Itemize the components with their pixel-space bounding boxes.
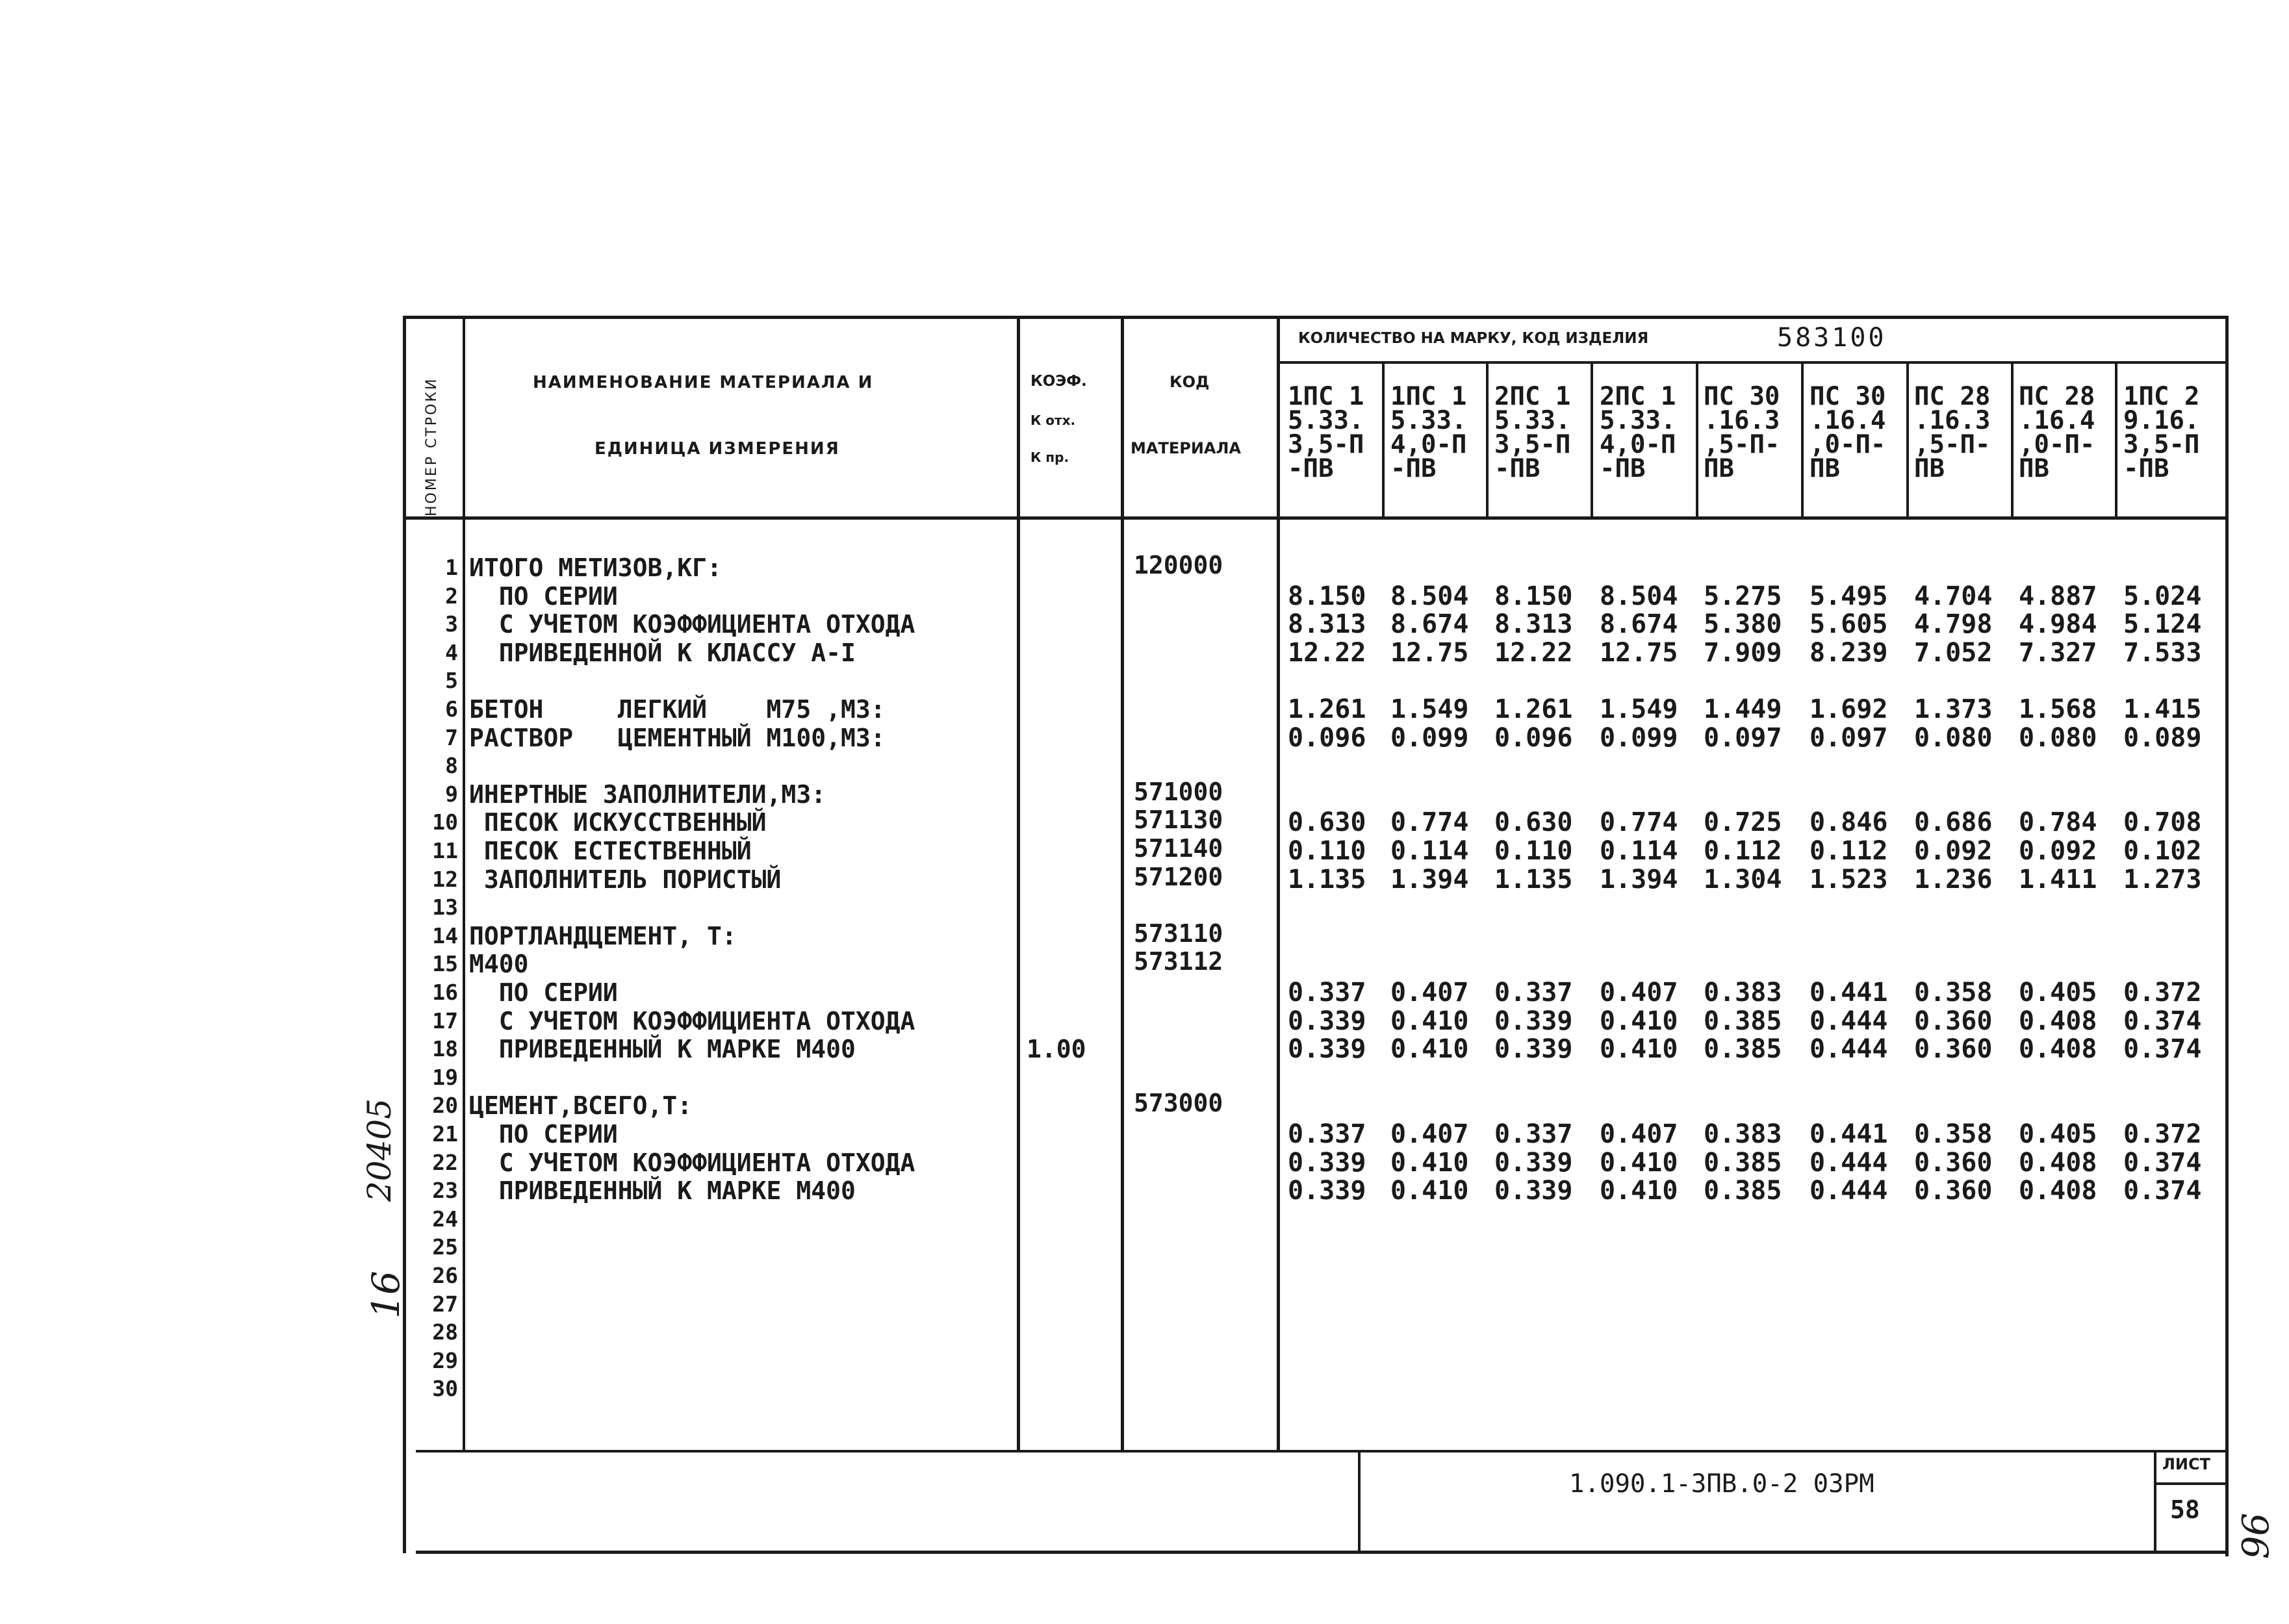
quantity-cell: 0.385 bbox=[1704, 1176, 1782, 1206]
row-number-header: НОМЕР СТРОКИ bbox=[424, 377, 440, 516]
material-code: 571130 bbox=[1134, 806, 1223, 834]
row-number: 3 bbox=[445, 611, 458, 637]
row-number: 15 bbox=[432, 951, 458, 976]
quantity-cell: 0.410 bbox=[1390, 1006, 1469, 1036]
quantity-cell: 1.273 bbox=[2123, 865, 2202, 894]
qty-col-div-5 bbox=[1801, 364, 1804, 518]
quantity-cell: 1.568 bbox=[2019, 694, 2097, 724]
quantity-cell: 0.708 bbox=[2123, 807, 2202, 837]
quantity-cell: 4.887 bbox=[2019, 581, 2097, 611]
table-border-left bbox=[403, 316, 406, 1553]
material-code: 571140 bbox=[1134, 834, 1223, 863]
quantity-cell: 0.080 bbox=[2019, 723, 2097, 753]
margin-handwritten-number: 16 bbox=[364, 1271, 408, 1319]
code-header-line-1: КОД bbox=[1170, 373, 1210, 391]
material-code: 571000 bbox=[1134, 778, 1223, 806]
quantity-cell: 0.099 bbox=[1390, 723, 1469, 753]
quantity-cell: 0.360 bbox=[1914, 1148, 1993, 1178]
quantity-cell: 0.339 bbox=[1288, 1176, 1366, 1206]
quantity-cell: 0.444 bbox=[1809, 1148, 1888, 1178]
quantity-cell: 0.110 bbox=[1288, 836, 1366, 866]
row-number: 5 bbox=[445, 668, 458, 693]
quantity-cell: 0.337 bbox=[1288, 1119, 1366, 1149]
quantity-cell: 0.725 bbox=[1704, 807, 1782, 837]
quantity-cell: 1.135 bbox=[1494, 865, 1573, 894]
material-name: БЕТОН ЛЕГКИЙ М75 ,М3: bbox=[469, 695, 886, 724]
quantity-cell: 0.358 bbox=[1914, 978, 1993, 1008]
quantity-cell: 0.410 bbox=[1390, 1034, 1469, 1064]
quantity-cell: 0.405 bbox=[2019, 1119, 2097, 1149]
quantity-cell: 0.405 bbox=[2019, 978, 2097, 1008]
quantity-cell: 0.114 bbox=[1390, 836, 1469, 866]
row-number: 1 bbox=[445, 555, 458, 580]
quantity-header: КОЛИЧЕСТВО НА МАРКУ, КОД ИЗДЕЛИЯ bbox=[1298, 330, 1649, 347]
material-name: М400 bbox=[469, 950, 529, 978]
qty-col-div-4 bbox=[1696, 364, 1698, 518]
quantity-cell: 0.774 bbox=[1390, 807, 1469, 837]
quantity-cell: 0.096 bbox=[1494, 723, 1573, 753]
quantity-cell: 0.774 bbox=[1600, 807, 1678, 837]
row-number: 24 bbox=[432, 1206, 458, 1232]
quantity-cell: 0.686 bbox=[1914, 807, 1993, 837]
quantity-cell: 0.408 bbox=[2019, 1006, 2097, 1036]
quantity-cell: 0.408 bbox=[2019, 1176, 2097, 1206]
material-code: 573000 bbox=[1134, 1089, 1223, 1117]
footer-sheet-label-line bbox=[2154, 1482, 2227, 1485]
quantity-cell: 4.984 bbox=[2019, 609, 2097, 639]
quantity-cell: 1.236 bbox=[1914, 865, 1993, 894]
quantity-cell: 8.674 bbox=[1600, 609, 1678, 639]
material-code: 571200 bbox=[1134, 863, 1223, 891]
row-number: 20 bbox=[432, 1093, 458, 1118]
table-border-right bbox=[2225, 316, 2229, 1556]
quantity-cell: 0.102 bbox=[2123, 836, 2202, 866]
table-border-bottom bbox=[416, 1551, 2229, 1554]
quantity-cell: 1.549 bbox=[1600, 694, 1678, 724]
quantity-cell: 5.024 bbox=[2123, 581, 2202, 611]
quantity-cell: 4.704 bbox=[1914, 581, 1993, 611]
quantity-cell: 1.261 bbox=[1494, 694, 1573, 724]
footer-divider-left bbox=[1358, 1451, 1361, 1553]
material-name: ПО СЕРИИ bbox=[469, 1120, 618, 1148]
quantity-cell: 5.495 bbox=[1809, 581, 1888, 611]
column-header-2: 1ПС 1 5.33. 4,0-П -ПВ bbox=[1390, 382, 1467, 483]
quantity-cell: 7.533 bbox=[2123, 638, 2202, 668]
quantity-cell: 8.504 bbox=[1600, 581, 1678, 611]
coef-header-line-3: К пр. bbox=[1030, 450, 1069, 465]
row-number: 11 bbox=[432, 838, 458, 863]
quantity-cell: 0.112 bbox=[1704, 836, 1782, 866]
quantity-cell: 0.410 bbox=[1390, 1176, 1469, 1206]
product-code: 583100 bbox=[1777, 323, 1887, 353]
quantity-cell: 0.358 bbox=[1914, 1119, 1993, 1149]
row-number: 9 bbox=[445, 781, 458, 807]
sheet-label: ЛИСТ bbox=[2162, 1455, 2211, 1473]
quantity-cell: 0.784 bbox=[2019, 807, 2097, 837]
quantity-cell: 0.410 bbox=[1390, 1148, 1469, 1178]
quantity-cell: 0.339 bbox=[1494, 1006, 1573, 1036]
quantity-cell: 0.114 bbox=[1600, 836, 1678, 866]
qty-col-div-8 bbox=[2115, 364, 2117, 518]
column-header-6: ПС 30 .16.4 ,0-П- ПВ bbox=[1809, 382, 1886, 483]
name-header-line-1: НАИМЕНОВАНИЕ МАТЕРИАЛА И bbox=[533, 373, 874, 392]
qty-col-div-2 bbox=[1486, 364, 1489, 518]
quantity-cell: 8.313 bbox=[1288, 609, 1366, 639]
column-header-9: 1ПС 2 9.16. 3,5-П -ПВ bbox=[2123, 382, 2200, 483]
material-name: С УЧЕТОМ КОЭФФИЦИЕНТА ОТХОДА bbox=[469, 610, 915, 639]
material-code: 573112 bbox=[1134, 947, 1223, 976]
material-name: С УЧЕТОМ КОЭФФИЦИЕНТА ОТХОДА bbox=[469, 1148, 915, 1177]
material-name: ПРИВЕДЕННЫЙ К МАРКЕ М400 bbox=[469, 1176, 856, 1205]
quantity-cell: 5.124 bbox=[2123, 609, 2202, 639]
quantity-cell: 1.394 bbox=[1600, 865, 1678, 894]
quantity-cell: 8.504 bbox=[1390, 581, 1469, 611]
quantity-cell: 1.449 bbox=[1704, 694, 1782, 724]
row-number: 26 bbox=[432, 1263, 458, 1288]
quantity-cell: 0.339 bbox=[1494, 1176, 1573, 1206]
row-number: 13 bbox=[432, 894, 458, 920]
sheet-number: 58 bbox=[2170, 1495, 2200, 1524]
row-number: 29 bbox=[432, 1348, 458, 1373]
quantity-cell: 1.415 bbox=[2123, 694, 2202, 724]
quantity-cell: 0.407 bbox=[1600, 978, 1678, 1008]
material-name: ПОРТЛАНДЦЕМЕНТ, Т: bbox=[469, 922, 737, 950]
quantity-cell: 0.096 bbox=[1288, 723, 1366, 753]
row-number: 25 bbox=[432, 1234, 458, 1260]
quantity-cell: 5.275 bbox=[1704, 581, 1782, 611]
divider-name bbox=[1017, 316, 1020, 1451]
quantity-cell: 0.410 bbox=[1600, 1176, 1678, 1206]
material-name: ЦЕМЕНТ,ВСЕГО,Т: bbox=[469, 1091, 693, 1120]
quantity-cell: 1.411 bbox=[2019, 865, 2097, 894]
quantity-cell: 0.846 bbox=[1809, 807, 1888, 837]
quantity-cell: 0.092 bbox=[2019, 836, 2097, 866]
quantity-cell: 8.150 bbox=[1288, 581, 1366, 611]
material-code: 120000 bbox=[1134, 551, 1223, 579]
row-number: 4 bbox=[445, 640, 458, 665]
margin-stamp: 20405 bbox=[361, 1098, 398, 1202]
column-header-8: ПС 28 .16.4 ,0-П- ПВ bbox=[2019, 382, 2095, 483]
divider-code bbox=[1277, 316, 1280, 1451]
quantity-cell: 1.692 bbox=[1809, 694, 1888, 724]
quantity-cell: 1.523 bbox=[1809, 865, 1888, 894]
code-header-line-2: МАТЕРИАЛА bbox=[1131, 439, 1241, 457]
row-number: 18 bbox=[432, 1036, 458, 1061]
quantity-cell: 7.909 bbox=[1704, 638, 1782, 668]
coef-header-line-2: К отх. bbox=[1030, 412, 1076, 428]
quantity-cell: 0.374 bbox=[2123, 1176, 2202, 1206]
quantity-cell: 0.410 bbox=[1600, 1148, 1678, 1178]
quantity-cell: 0.339 bbox=[1288, 1148, 1366, 1178]
row-number: 10 bbox=[432, 809, 458, 835]
quantity-cell: 0.110 bbox=[1494, 836, 1573, 866]
quantity-cell: 8.239 bbox=[1809, 638, 1888, 668]
quantity-cell: 0.099 bbox=[1600, 723, 1678, 753]
row-number: 7 bbox=[445, 725, 458, 750]
row-number: 14 bbox=[432, 923, 458, 948]
quantity-cell: 12.22 bbox=[1288, 638, 1366, 668]
qty-col-div-3 bbox=[1591, 364, 1593, 518]
body-bottom-line bbox=[416, 1450, 2229, 1453]
material-name: РАСТВОР ЦЕМЕНТНЫЙ М100,М3: bbox=[469, 724, 886, 752]
quantity-cell: 1.549 bbox=[1390, 694, 1469, 724]
quantity-cell: 0.408 bbox=[2019, 1034, 2097, 1064]
quantity-cell: 1.261 bbox=[1288, 694, 1366, 724]
quantity-cell: 0.092 bbox=[1914, 836, 1993, 866]
quantity-cell: 0.630 bbox=[1494, 807, 1573, 837]
quantity-cell: 0.337 bbox=[1494, 978, 1573, 1008]
coef-header-line-1: КОЭФ. bbox=[1030, 373, 1087, 390]
quantity-cell: 0.383 bbox=[1704, 1119, 1782, 1149]
quantity-cell: 1.394 bbox=[1390, 865, 1469, 894]
quantity-cell: 0.112 bbox=[1809, 836, 1888, 866]
column-header-7: ПС 28 .16.3 ,5-П- ПВ bbox=[1914, 382, 1991, 483]
row-number: 19 bbox=[432, 1065, 458, 1090]
material-name: ЗАПОЛНИТЕЛЬ ПОРИСТЫЙ bbox=[469, 865, 782, 894]
quantity-cell: 0.383 bbox=[1704, 978, 1782, 1008]
material-name: ИТОГО МЕТИЗОВ,КГ: bbox=[469, 553, 722, 582]
header-separator bbox=[403, 516, 2229, 520]
material-name: ИНЕРТНЫЕ ЗАПОЛНИТЕЛИ,М3: bbox=[469, 780, 826, 809]
quantity-cell: 0.339 bbox=[1494, 1034, 1573, 1064]
material-name: ПРИВЕДЕННОЙ К КЛАССУ А-I bbox=[469, 639, 856, 667]
quantity-cell: 5.380 bbox=[1704, 609, 1782, 639]
name-header-line-2: ЕДИНИЦА ИЗМЕРЕНИЯ bbox=[595, 439, 840, 459]
quantity-cell: 8.674 bbox=[1390, 609, 1469, 639]
quantity-cell: 0.374 bbox=[2123, 1148, 2202, 1178]
row-number: 30 bbox=[432, 1376, 458, 1401]
material-name: С УЧЕТОМ КОЭФФИЦИЕНТА ОТХОДА bbox=[469, 1007, 915, 1035]
quantity-cell: 0.360 bbox=[1914, 1034, 1993, 1064]
quantity-cell: 0.372 bbox=[2123, 1119, 2202, 1149]
quantity-cell: 0.410 bbox=[1600, 1034, 1678, 1064]
quantity-cell: 0.407 bbox=[1600, 1119, 1678, 1149]
material-name: ПЕСОК ИСКУССТВЕННЫЙ bbox=[469, 808, 767, 837]
qty-col-div-7 bbox=[2011, 364, 2014, 518]
column-header-4: 2ПС 1 5.33. 4,0-П -ПВ bbox=[1600, 382, 1676, 483]
quantity-cell: 12.75 bbox=[1600, 638, 1678, 668]
row-number: 17 bbox=[432, 1008, 458, 1034]
column-header-1: 1ПС 1 5.33. 3,5-П -ПВ bbox=[1288, 382, 1364, 483]
quantity-cell: 0.444 bbox=[1809, 1034, 1888, 1064]
document-code: 1.090.1-3ПВ.0-2 03РМ bbox=[1569, 1469, 1874, 1499]
quantity-cell: 0.339 bbox=[1288, 1006, 1366, 1036]
qty-col-div-1 bbox=[1382, 364, 1385, 518]
coefficient-value: 1.00 bbox=[1027, 1035, 1086, 1063]
quantity-cell: 0.360 bbox=[1914, 1006, 1993, 1036]
material-name: ПЕСОК ЕСТЕСТВЕННЫЙ bbox=[469, 837, 752, 865]
quantity-cell: 0.385 bbox=[1704, 1034, 1782, 1064]
margin-right-note: 96 bbox=[2235, 1512, 2277, 1559]
quantity-cell: 7.327 bbox=[2019, 638, 2097, 668]
quantity-cell: 0.441 bbox=[1809, 978, 1888, 1008]
quantity-cell: 1.304 bbox=[1704, 865, 1782, 894]
table-border-top bbox=[403, 316, 2229, 319]
quantity-cell: 0.385 bbox=[1704, 1006, 1782, 1036]
quantity-cell: 0.407 bbox=[1390, 978, 1469, 1008]
row-number: 22 bbox=[432, 1150, 458, 1175]
footer-divider-sheet bbox=[2154, 1451, 2156, 1553]
quantity-cell: 7.052 bbox=[1914, 638, 1993, 668]
quantity-cell: 12.22 bbox=[1494, 638, 1573, 668]
qty-col-div-6 bbox=[1906, 364, 1909, 518]
quantity-cell: 0.630 bbox=[1288, 807, 1366, 837]
row-number: 6 bbox=[445, 696, 458, 722]
material-name: ПО СЕРИИ bbox=[469, 978, 618, 1007]
row-number: 27 bbox=[432, 1291, 458, 1317]
material-name: ПРИВЕДЕННЫЙ К МАРКЕ М400 bbox=[469, 1035, 856, 1063]
quantity-cell: 1.373 bbox=[1914, 694, 1993, 724]
quantity-cell: 0.337 bbox=[1494, 1119, 1573, 1149]
column-header-3: 2ПС 1 5.33. 3,5-П -ПВ bbox=[1494, 382, 1571, 483]
divider-coef bbox=[1121, 316, 1124, 1451]
quantity-cell: 0.444 bbox=[1809, 1176, 1888, 1206]
qty-header-line bbox=[1279, 361, 2227, 364]
quantity-cell: 0.097 bbox=[1809, 723, 1888, 753]
column-header-5: ПС 30 .16.3 ,5-П- ПВ bbox=[1704, 382, 1780, 483]
quantity-cell: 8.313 bbox=[1494, 609, 1573, 639]
quantity-cell: 0.089 bbox=[2123, 723, 2202, 753]
quantity-cell: 0.408 bbox=[2019, 1148, 2097, 1178]
quantity-cell: 8.150 bbox=[1494, 581, 1573, 611]
quantity-cell: 0.339 bbox=[1288, 1034, 1366, 1064]
quantity-cell: 4.798 bbox=[1914, 609, 1993, 639]
quantity-cell: 0.337 bbox=[1288, 978, 1366, 1008]
divider-rownum bbox=[463, 316, 465, 1451]
quantity-cell: 1.135 bbox=[1288, 865, 1366, 894]
row-number: 12 bbox=[432, 867, 458, 892]
row-number: 21 bbox=[432, 1121, 458, 1147]
row-number: 28 bbox=[432, 1319, 458, 1345]
row-number: 2 bbox=[445, 583, 458, 609]
material-code: 573110 bbox=[1134, 919, 1223, 948]
row-number: 23 bbox=[432, 1178, 458, 1203]
quantity-cell: 0.441 bbox=[1809, 1119, 1888, 1149]
quantity-cell: 0.407 bbox=[1390, 1119, 1469, 1149]
quantity-cell: 0.444 bbox=[1809, 1006, 1888, 1036]
quantity-cell: 0.372 bbox=[2123, 978, 2202, 1008]
quantity-cell: 0.374 bbox=[2123, 1034, 2202, 1064]
quantity-cell: 0.080 bbox=[1914, 723, 1993, 753]
material-name: ПО СЕРИИ bbox=[469, 582, 618, 611]
quantity-cell: 12.75 bbox=[1390, 638, 1469, 668]
row-number: 8 bbox=[445, 753, 458, 778]
row-number: 16 bbox=[432, 980, 458, 1005]
quantity-cell: 0.339 bbox=[1494, 1148, 1573, 1178]
quantity-cell: 0.374 bbox=[2123, 1006, 2202, 1036]
quantity-cell: 0.385 bbox=[1704, 1148, 1782, 1178]
quantity-cell: 0.097 bbox=[1704, 723, 1782, 753]
quantity-cell: 0.360 bbox=[1914, 1176, 1993, 1206]
quantity-cell: 0.410 bbox=[1600, 1006, 1678, 1036]
quantity-cell: 5.605 bbox=[1809, 609, 1888, 639]
